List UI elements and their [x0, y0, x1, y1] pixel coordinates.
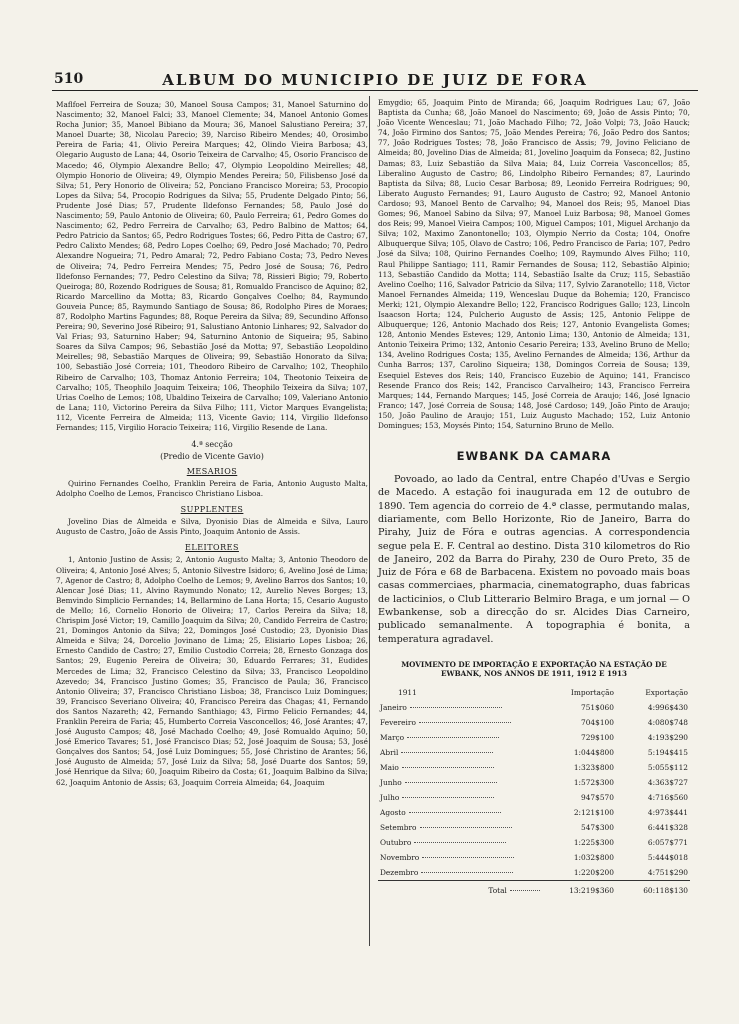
month-cell [378, 745, 542, 760]
leader-dots [414, 842, 506, 843]
page-number: 510 [54, 71, 84, 87]
table-body [378, 700, 690, 881]
table-row [378, 865, 690, 881]
export-value: 4:193$290 [647, 732, 688, 742]
movement-table-title-line2: EWBANK, NOS ANNOS DE 1911, 1912 E 1913 [441, 669, 627, 679]
movement-table-title-line1: MOVIMENTO DE IMPORTAÇÃO E EXPORTAÇÃO NA ESTAÇÃO DE [401, 659, 667, 669]
eleitores-heading: ELEITORES [185, 543, 239, 553]
mesarios-heading: MESARIOS [186, 467, 238, 477]
month-cell [378, 790, 542, 805]
import-value: 947$570 [581, 792, 614, 802]
month-label: Maio [380, 762, 399, 772]
export-value: 5:194$415 [647, 747, 688, 757]
left-column [56, 100, 368, 788]
month-label: Outubro [380, 837, 412, 847]
export-value: 4:363$727 [647, 777, 688, 787]
import-value: 704$100 [581, 717, 614, 727]
table-row [378, 835, 690, 850]
section-building: (Predio de Vicente Gavio) [160, 452, 264, 462]
month-label: Novembro [380, 852, 420, 862]
movement-table [378, 685, 690, 898]
leader-dots [401, 752, 493, 753]
table-row [378, 700, 690, 715]
month-label: Dezembro [380, 867, 419, 877]
movement-table-title [378, 660, 690, 679]
leader-dots [422, 857, 514, 858]
import-value: 1:225$300 [573, 837, 614, 847]
leader-dots [402, 767, 494, 768]
section-number: 4.ª secção [191, 440, 233, 450]
month-label: Setembro [380, 822, 417, 832]
table-year: 1911 [398, 687, 417, 697]
month-cell [378, 760, 542, 775]
import-value: 751$060 [581, 702, 614, 712]
month-label: Abril [380, 747, 399, 757]
import-value: 1:572$300 [573, 777, 614, 787]
month-label: Julho [380, 792, 400, 802]
supplentes-heading: SUPPLENTES [180, 505, 244, 515]
leader-dots [405, 782, 497, 783]
month-cell [378, 715, 542, 730]
leader-dots [419, 722, 511, 723]
import-value: 729$100 [581, 732, 614, 742]
leader-dots [420, 827, 512, 828]
month-cell [378, 820, 542, 835]
month-label: Fevereiro [380, 717, 416, 727]
leader-dots [407, 737, 499, 738]
export-value: 4:716$560 [647, 792, 688, 802]
export-value: 4:996$430 [647, 702, 688, 712]
month-cell [378, 700, 542, 715]
month-cell [378, 730, 542, 745]
import-value: 1:220$200 [573, 867, 614, 877]
leader-dots [421, 872, 513, 873]
export-value: 4:973$441 [647, 807, 688, 817]
month-cell [378, 775, 542, 790]
page-header [52, 68, 698, 91]
table-row [378, 760, 690, 775]
table-header-row [378, 685, 690, 700]
total-export: 60:118$130 [616, 880, 690, 898]
export-value: 5:444$018 [647, 852, 688, 862]
import-value: 1:044$800 [573, 747, 614, 757]
col-export-header: Exportação [645, 687, 688, 697]
supplentes-list: Jovelino Dias de Almeida e Silva, Dyonisio Dias de Almeida e Silva, Lauro Augusto de Castro, João de Assis Pinto, Joaquim Antonio de Assis. [56, 517, 368, 537]
page-title: ALBUM DO MUNICIPIO DE JUIZ DE FORA [162, 71, 588, 89]
export-value: 4:751$290 [647, 867, 688, 877]
export-value: 6:441$328 [647, 822, 688, 832]
voters-list-continued: Maflfoel Ferreira de Souza; 30, Manoel Sousa Campos; 31, Manoel Saturnino do Nascimento; 32, Manoel Falci; 33, Manoel Clemente; 34, Manoel Antonio Gomes Rocha Junior; 35, Manoel Bibiano da Moura; 36, Manoel Salustiano Pereira; 37, Manoel Duarte; 38, Nicolau Parecio; 39, Narciso Ribeiro Mendes; 40, Orosimbo Pereira de Faria; 41, Olivio Pereira Marques; 42, Olindo Vieira Barbosa; 43, Olegario Augusto de Lana; 44, Osorio Teixeira de Carvalho; 45, Osorio Francisco de Macedo; 46, Olympio Alexandre Bello; 47, Olympio Leopoldino Meirelles; 48, Olympio Honorio de Oliveira; 49, Olympio Mendes Pereira; 50, Filisbenso José da Silva; 51, Pery Honorio de Oliveira; 52, Ponciano Francisco Moreira; 53, Procopio Lopes da Silva; 54, Procopio Rodrigues da Silva; 55, Prudente Delgado Pinto; 56, Prudente José Dias; 57, Prudente Ildefonso Fernandes; 58, Paulo José do Nascimento; 59, Paulo Antonio de Oliveira; 60, Paulo Ferreira; 61, Pedro Gomes do Nascimento; 62, Pedro Ferreira de Carvalho; 63, Pedro Balbino de Mattos; 64, Pedro Patricio da Santos; 65, Pedro Rodrigues Tostes; 66, Pedro Pitta de Castro; 67, Pedro Calixto Mendes; 68, Pedro Lopes Coelho; 69, Pedro José Machado; 70, Pedro Alexandre Nogueira; 71, Pedro Amaral; 72, Pedro Fabiano Costa; 73, Pedro Neves de Oliveira; 74, Pedro Ferreira Mendes; 75, Pedro José de Sousa; 76, Pedro Ildefonso Fernandes; 77, Pedro Celestino da Silva; 78, Rissieri Bigio; 79, Roberto Queiroga; 80, Rozendo Rodrigues de Sousa; 81, Romualdo Francisco de Aquino; 82, Ricardo Marcellino da Motta; 83, Ricardo Gonçalves Coelho; 84, Raymundo Gouveia Punce; 85, Raymundo Santiago de Sousa; 86, Rodolpho Pires de Moraes; 87, Rodolpho Martins Fagundes; 88, Roque Pereira da Silva; 89, Secundino Affonso Pereira; 90, Severino José Ribeiro; 91, Salustiano Antonio Linhares; 92, Salvador do Val Frias; 93, Saturnino Haber; 94, Saturnino Antonio de Siqueira; 95, Sabino Soares da Silva Campos; 96, Sebastião José da Motta; 97, Sebastião Leopoldino Meirelles; 98, Sebastião Marques de Oliveira; 99, Sebastião Honorato da Silva; 100, Sebastião José Correia; 101, Theodoro Ribeiro de Carvalho; 102, Theophilo Ribeiro de Carvalho; 103, Thomaz Antonio Ferreira; 104, Theotonio Teixeira de Carvalho; 105, Theophilo Joaquim Teixeira; 106, Theophilo Teixeira da Silva; 107, Urias Coelho de Lemos; 108, Ubaldino Teixeira de Carvalho; 109, Valeriano Antonio de Lana; 110, Victorino Pereira da Silva Filho; 111, Victor Marques Evangelista; 112, Vicente Ferreira de Almeida; 113, Vicente Gavio; 114, Virgilio Ildefonso Fernandes; 115, Virgilio Horacio Teixeira; 116, Virgilio Resende de Lana. [56, 100, 368, 432]
export-value: 6:057$771 [647, 837, 688, 847]
month-label: Agosto [380, 807, 406, 817]
right-column [378, 98, 690, 898]
export-value: 4:080$748 [647, 717, 688, 727]
eleitores-list: 1, Antonio Justino de Assis; 2, Antonio Augusto Malta; 3, Antonio Theodoro de Oliveira; 4, Antonio José Alves; 5, Antonio Silvestre Isidoro; 6, Avelino José de Lima; 7, Agenor de Castro; 8, Adolpho Coelho de Lemos; 9, Avelino Barros dos Santos; 10, Alencar José Dias; 11, Alvino Raymundo Nonato; 12, Aurelio Neves Borges; 13, Bemvindo Simplicio Fernandes; 14, Bellarmino de Lana Horta; 15, Cesario Augusto de Mello; 16, Cornelio Honorio de Oliveira; 17, Carlos Pereira da Silva; 18, Chrispim José Victor; 19, Camillo Joaquim da Silva; 20, Candido Ferreira de Castro; 21, Domingos Antonio da Silva; 22, Domingos José Custodio; 23, Dyonisio Dias Almeida e Silva; 24, Dorcelio Jovinano de Lima; 25, Elisiario Lopes Lisboa; 26, Ernesto Candido de Castro; 27, Emilio Custodio Correia; 28, Ernesto Gonzaga dos Santos; 29, Eugenio Pereira de Oliveira; 30, Eduardo Ferrares; 31, Eudides Mercedes de Lima; 32, Francisco Celestino da Silva; 33, Francisco Leopoldino Azevedo; 34, Francisco Justino Gomes; 35, Francisco de Paula; 36, Francisco Antonio Oliveira; 37, Francisco Christiano Lisboa; 38, Francisco Luiz Domingues; 39, Francisco Severiano Oliveira; 40, Francisco Pereira das Chagas; 41, Fernando dos Santos Nazareth; 42, Fernando Santhiago; 43, Firmo Felicio Fernandes; 44, Franklin Pereira de Faria; 45, Humberto Correia Vasconcellos; 46, José Arantes; 47, José Augusto Campos; 48, José Machado Coelho; 49, José Romualdo Aquino; 50, José Emerico Tavares; 51, José Francisco Dias; 52, José Joaquim de Sousa; 53, José Gonçalves dos Santos; 54, José Luiz Domingues; 55, José Christino de Arantes; 56, José Augusto de Almeida; 57, José Luiz da Silva; 58, José Duarte dos Santos; 59, José Henrique da Silva; 60, Joaquim Ribeiro da Costa; 61, Joaquim Balbino da Silva; 62, Joaquim Antonio de Assis; 63, Joaquim Correia Almeida; 64, Joaquim [56, 555, 368, 787]
table-row [378, 790, 690, 805]
leader-dots [410, 707, 502, 708]
month-cell [378, 805, 542, 820]
column-divider [369, 96, 370, 946]
month-label: Junho [380, 777, 402, 787]
ewbank-section-title: EWBANK DA CAMARA [456, 449, 612, 464]
month-cell [378, 835, 542, 850]
export-value: 5:055$112 [647, 762, 688, 772]
month-label: Janeiro [380, 702, 407, 712]
table-row [378, 745, 690, 760]
table-row [378, 820, 690, 835]
month-label: Março [380, 732, 405, 742]
leader-dots [402, 797, 494, 798]
import-value: 1:323$800 [573, 762, 614, 772]
import-value: 547$300 [581, 822, 614, 832]
total-label [378, 880, 542, 898]
leader-dots [409, 812, 501, 813]
ewbank-description: Povoado, ao lado da Central, entre Chapéo d'Uvas e Sergio de Macedo. A estação foi inaugurada em 12 de outubro de 1890. Tem agencia do correio de 4.ª classe, permutando malas, diariamente, com Bello Horizonte, Rio de Janeiro, Barra do Pirahy, Juiz de Fóra e outras agencias. A correspondencia segue pela E. F. Central ao destino. Dista 310 kilometros do Rio de Janeiro, 202 da Barra do Pirahy, 230 de Ouro Preto, 35 de Juiz de Fóra e 68 de Barbacena. Existem no povoado mais boas casas commerciaes, pharmacia, cinematographo, duas fabricas de lacticinios, o Club Litterario Belmiro Braga, e um jornal — O Ewbankense, sob a direcção do sr. Alcides Dias Carneiro, publicado semanalmente. A topographia é bonita, a temperatura agradavel. [378, 474, 690, 645]
leader-dots [510, 890, 540, 891]
table-row [378, 730, 690, 745]
table-row [378, 805, 690, 820]
col-import-header: Importação [570, 687, 614, 697]
import-value: 2:121$100 [573, 807, 614, 817]
voters-list-end: Emygdio; 65, Joaquim Pinto de Miranda; 66, Joaquim Rodrigues Lau; 67, João Baptista da Cunha; 68, João Manoel do Nascimento; 69, João de Assis Pinto; 70, João Vicente Wenceslau; 71, João Machado Filho; 72, João Volpi; 73, João Hauck; 74, João Firmino dos Santos; 75, João Mendes Pereira; 76, João Pedro dos Santos; 77, João Rodrigues Tostes; 78, João Francisco de Assis; 79, Jovino Feliciano de Almeida; 80, Jovelino Dias de Almeida; 81, Jovelino Joaquim da Fonseca; 82, Justino Damas; 83, Luiz Sebastião da Silva Maia; 84, Luiz Correia Vasconcellos; 85, Liberalino Augusto de Castro; 86, Lindolpho Ribeiro Fernandes; 87, Laurindo Baptista da Silva; 88, Lucio Cesar Barbosa; 89, Leonido Ferreira Rodrigues; 90, Liberato Augusto Fernandes; 91, Lauro Augusto de Castro; 92, Manoel Antonio Cardoso; 93, Manoel Bento de Carvalho; 94, Manoel dos Reis; 95, Manoel Dias Gomes; 96, Manoel Sabino da Silva; 97, Manoel Luiz Barbosa; 98, Manoel Gomes dos Reis; 99, Manoel Vieira Campos; 100, Miguel Campos; 101, Miguel Archanjo da Silva; 102, Maximo Zanontonello; 103, Olympio Nerrio da Costa; 104, Onofre Albuquerque Silva; 105, Olavo de Castro; 106, Pedro Francisco de Faria; 107, Pedro José da Silva; 108, Quirino Fernandes Coelho; 109, Raymundo Alves Filho; 110, Raul Philippe Santiago; 111, Ramir Fernandes de Sousa; 112, Sebastião Alpinio; 113, Sebastião Candido da Motta; 114, Sebastião Isalte da Cruz; 115, Sebastião Avelino Coelho; 116, Salvador Patricio da Silva; 117, Sylvio Zaranotello; 118, Victor Manoel Fernandes Almeida; 119, Wenceslau Duque da Bohemia; 120, Francisco Merki; 121, Olympio Alexandre Bello; 122, Francisco Rodrigues Gallo; 123, Lincoln Isaacson Horta; 124, Pulcherio Augusto de Assis; 125, Antonio Felippe de Albuquerque; 126, Antonio Machado dos Reis; 127, Antonio Evangelista Gomes; 128, Antonio Mendes Esteves; 129, Antonio Lima; 130, Antonio de Almeida; 131, Antonio Teixeira Primo; 132, Antonio Cesario Pereira; 133, Avelino Bruno de Mello; 134, Avelino Rodrigues Costa; 135, Avelino Fernandes de Almeida; 136, Arthur da Cunha Barros; 137, Carolino Siqueira; 138, Domingos Correia de Sousa; 139, Esequiel Esteves dos Reis; 140, Francisco Euzebio de Aquino; 141, Francisco Resende Franco dos Reis; 142, Francisco Carvalheiro; 143, Francisco Ferreira Marques; 144, Fernando Marques; 145, José Correia de Araujo; 146, José Ignacio Franco; 147, José Correia de Sousa; 148, José Cardoso; 149, João Pinto de Araujo; 150, João Paulino de Araujo; 151, Luiz Augusto Machado; 152, Luiz Antonio Domingues; 153, Moysés Pinto; 154, Saturnino Bruno de Mello. [378, 98, 690, 430]
month-cell [378, 850, 542, 865]
table-row [378, 715, 690, 730]
total-label-text: Total [488, 885, 507, 895]
table-total-row [378, 880, 690, 898]
import-value: 1:032$800 [573, 852, 614, 862]
table-row [378, 850, 690, 865]
total-import: 13:219$360 [542, 880, 616, 898]
mesarios-list: Quirino Fernandes Coelho, Franklin Pereira de Faria, Antonio Augusto Malta, Adolpho Coelho de Lemos, Francisco Christiano Lisboa. [56, 479, 368, 499]
table-row [378, 775, 690, 790]
month-cell [378, 865, 542, 881]
